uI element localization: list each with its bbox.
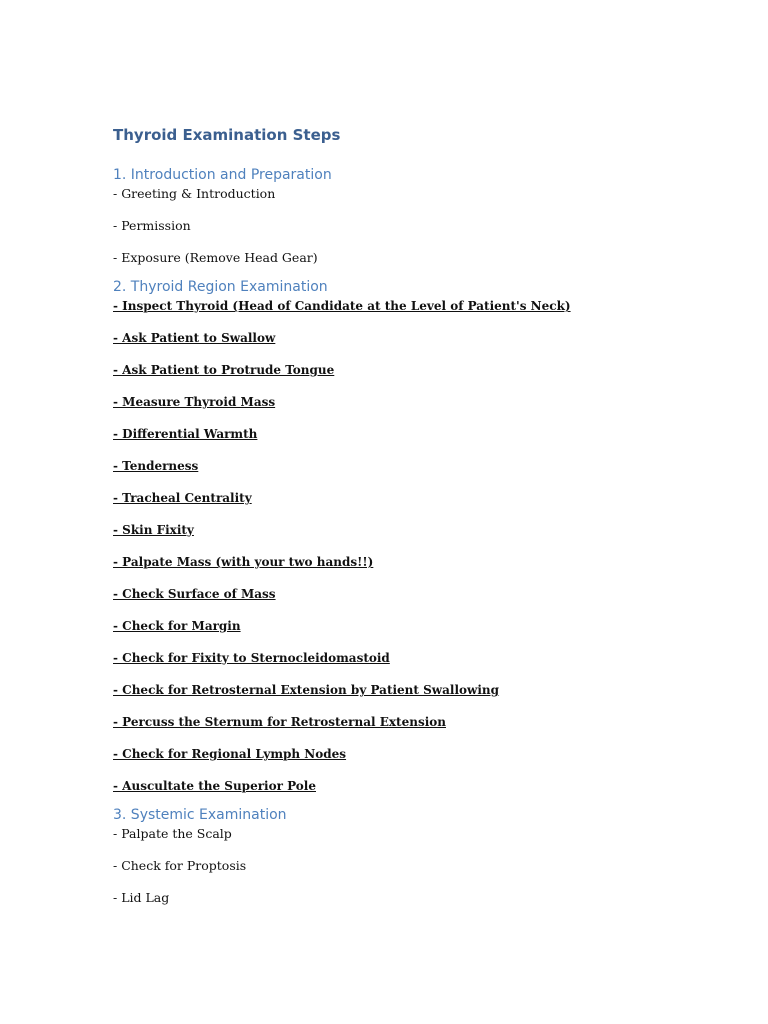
- list-item: - Check for Fixity to Sternocleidomastoid: [113, 651, 390, 665]
- section-introduction: [113, 164, 713, 266]
- list-item: - Measure Thyroid Mass: [113, 395, 276, 409]
- list-item: - Percuss the Sternum for Retrosternal Extension: [113, 715, 446, 729]
- list-item: - Check for Margin: [113, 619, 241, 633]
- document-title: Thyroid Examination Steps: [113, 126, 341, 144]
- list-item: - Ask Patient to Protrude Tongue: [113, 363, 335, 377]
- list-item: - Check Surface of Mass: [113, 587, 276, 601]
- section-heading: 2. Thyroid Region Examination: [113, 279, 328, 295]
- section-systemic: [113, 804, 713, 906]
- list-item: - Skin Fixity: [113, 523, 194, 537]
- list-item: - Palpate the Scalp: [113, 826, 232, 841]
- list-item: - Check for Regional Lymph Nodes: [113, 747, 347, 761]
- list-item: - Lid Lag: [113, 890, 170, 905]
- list-item: - Check for Retrosternal Extension by Patient Swallowing: [113, 683, 500, 697]
- list-item: - Palpate Mass (with your two hands!!): [113, 555, 374, 569]
- list-item: - Permission: [113, 218, 191, 233]
- list-item: - Exposure (Remove Head Gear): [113, 250, 318, 265]
- list-item: - Inspect Thyroid (Head of Candidate at the Level of Patient's Neck): [113, 299, 571, 313]
- document-page: [113, 124, 713, 922]
- list-item: - Differential Warmth: [113, 427, 258, 441]
- list-item: - Ask Patient to Swallow: [113, 331, 276, 345]
- list-item: - Check for Proptosis: [113, 858, 247, 873]
- section-thyroid-region: [113, 276, 713, 794]
- list-item: - Tracheal Centrality: [113, 491, 252, 505]
- list-item: - Tenderness: [113, 459, 199, 473]
- list-item: - Greeting & Introduction: [113, 186, 276, 201]
- section-heading: 1. Introduction and Preparation: [113, 167, 332, 183]
- list-item: - Auscultate the Superior Pole: [113, 779, 316, 793]
- section-heading: 3. Systemic Examination: [113, 807, 287, 823]
